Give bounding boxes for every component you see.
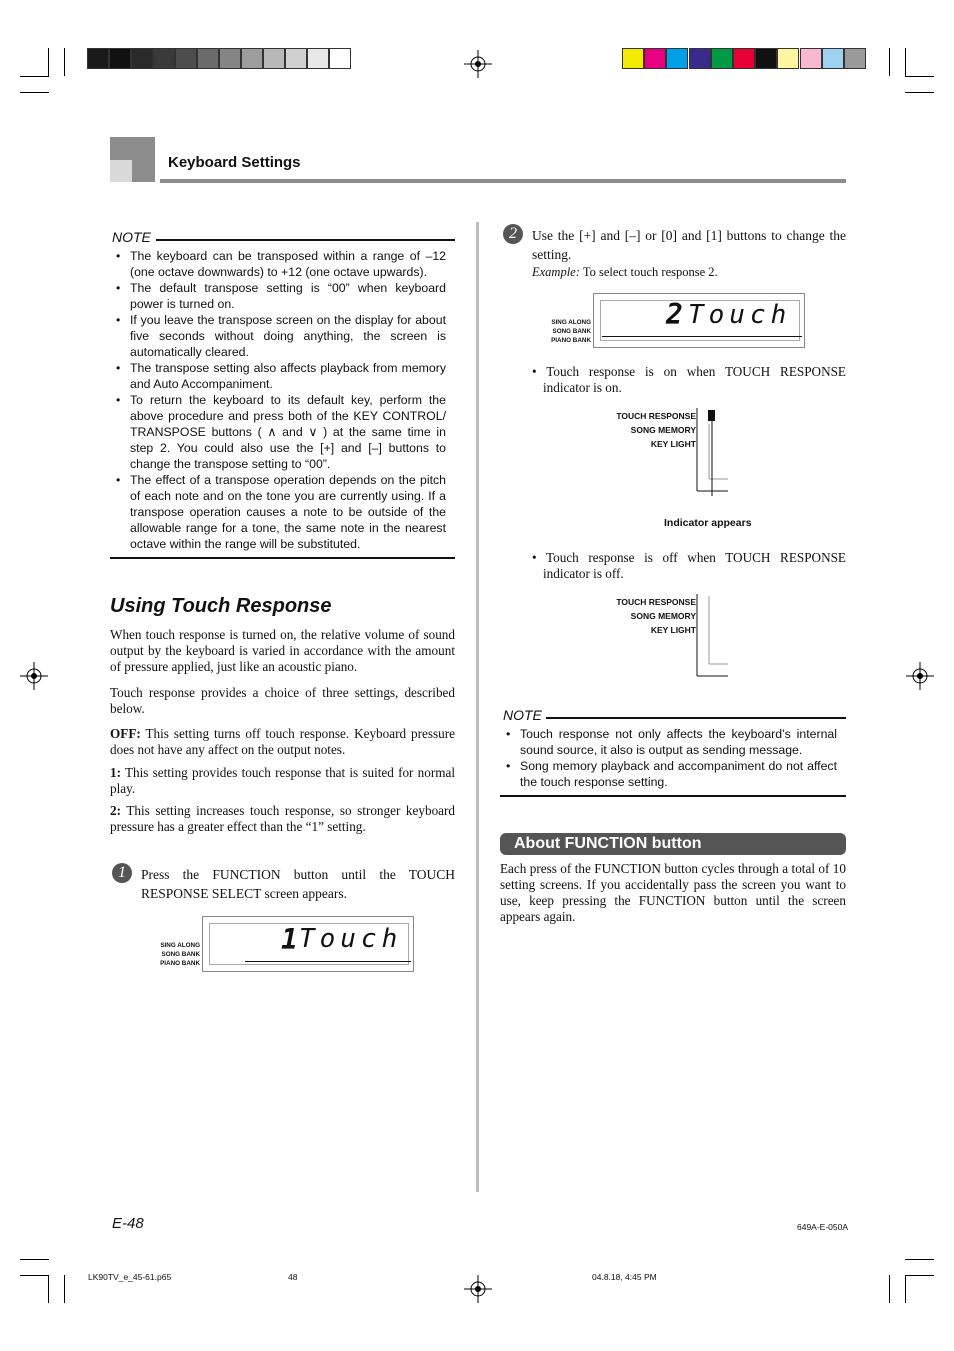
lcd-digit: 2: [666, 298, 683, 331]
lcd-underline: [602, 336, 802, 337]
sheet-number: 48: [288, 1272, 298, 1282]
crop-mark: [905, 1259, 934, 1260]
color-swatch: [755, 48, 777, 69]
crop-mark: [905, 1275, 934, 1276]
color-swatch: [87, 48, 109, 69]
example-label: Example:: [532, 265, 580, 279]
color-swatch: [197, 48, 219, 69]
crop-mark: [64, 48, 65, 76]
note-item: • Song memory playback and accompaniment do not affect the touch response setting.: [500, 758, 837, 790]
color-swatch: [666, 48, 688, 69]
lcd-label-piano-bank: PIANO BANK: [160, 960, 200, 967]
color-swatch: [263, 48, 285, 69]
note-item: • The default transpose setting is “00” when keyboard power is turned on.: [110, 280, 446, 312]
indicator-label-touch-response: TOUCH RESPONSE: [616, 411, 696, 421]
crop-mark: [48, 1275, 49, 1303]
lcd-text: Touch: [299, 924, 403, 954]
lcd-side-labels: [531, 318, 591, 345]
color-swatch: [307, 48, 329, 69]
lcd-side-labels: [140, 941, 200, 968]
note-item: • The transpose setting also affects playback from memory and Auto Accompaniment.: [110, 360, 446, 392]
registration-mark-icon: [464, 1275, 492, 1303]
example-line: [532, 265, 718, 280]
crop-mark: [20, 1259, 49, 1260]
header-tab-block-light: [110, 160, 132, 182]
definition-term: OFF:: [110, 726, 141, 741]
note-label: NOTE: [112, 229, 151, 245]
note-item: • The keyboard can be transposed within a range of –12 (one octave downwards) to +12 (one octave upwards).: [110, 248, 446, 280]
color-swatch: [153, 48, 175, 69]
intro-paragraph: Touch response provides a choice of three settings, described below.: [110, 685, 455, 716]
color-swatch: [777, 48, 799, 69]
page-section-title: Keyboard Settings: [168, 154, 301, 171]
indicator-label-song-memory: SONG MEMORY: [630, 425, 696, 435]
registration-mark-icon: [20, 662, 48, 690]
color-swatch: [800, 48, 822, 69]
color-swatch: [109, 48, 131, 69]
lcd-label-song-bank: SONG BANK: [161, 951, 200, 958]
registration-mark-icon: [464, 50, 492, 78]
lcd-label-sing-along: SING ALONG: [160, 942, 200, 949]
lcd-digit: 1: [281, 923, 298, 956]
bullet-touch-on: • Touch response is on when TOUCH RESPONSE indicator is on.: [532, 364, 846, 395]
crop-mark: [905, 92, 934, 93]
example-text: To select touch response 2.: [582, 265, 718, 279]
column-divider: [476, 222, 479, 1192]
section-heading: Using Touch Response: [110, 595, 332, 617]
lcd-display: [202, 916, 414, 972]
color-swatch: [285, 48, 307, 69]
indicator-on-mark: [708, 410, 715, 421]
indicator-label-song-memory: SONG MEMORY: [630, 611, 696, 621]
color-swatch: [622, 48, 644, 69]
bullet-touch-off: • Touch response is off when TOUCH RESPONSE indicator is off.: [532, 550, 846, 581]
function-paragraph: Each press of the FUNCTION button cycles through a total of 10 setting screens. If you accidentally pass the screen you want to use, keep pressing the FUNCTION button until the screen appears again.: [500, 861, 846, 924]
note-item: • To return the keyboard to its default key, perform the above procedure and press both of the KEY CONTROL/ TRANSPOSE buttons ( ∧ and ∨ ) at the same time in step 2. You could also use the [+] and [–] buttons to change the transpose setting to “00”.: [110, 392, 446, 472]
indicator-caption: Indicator appears: [664, 517, 752, 529]
crop-mark: [905, 76, 934, 77]
color-swatch: [219, 48, 241, 69]
lcd-label-sing-along: SING ALONG: [551, 319, 591, 326]
definition-term: 2:: [110, 803, 121, 818]
indicator-label-touch-response: TOUCH RESPONSE: [616, 597, 696, 607]
indicator-labels: [608, 409, 696, 451]
indicator-diagram: [694, 406, 730, 496]
lcd-underline: [245, 961, 411, 962]
document-code: 649A-E-050A: [797, 1222, 849, 1232]
definition-2: [110, 803, 455, 835]
note-label: NOTE: [503, 707, 542, 723]
page-number: E-48: [112, 1215, 144, 1232]
indicator-label-key-light: KEY LIGHT: [650, 625, 696, 635]
definition-1: [110, 765, 455, 797]
crop-mark: [48, 48, 49, 76]
header-rule: [160, 179, 846, 183]
crop-mark: [889, 48, 890, 76]
registration-mark-icon: [906, 662, 934, 690]
note-rule: [546, 717, 846, 719]
crop-mark: [20, 76, 49, 77]
note-list: [500, 726, 837, 790]
color-swatch: [689, 48, 711, 69]
color-swatch: [733, 48, 755, 69]
lcd-label-piano-bank: PIANO BANK: [551, 337, 591, 344]
note-rule: [156, 239, 455, 241]
crop-mark: [20, 1275, 49, 1276]
definition-off: [110, 726, 455, 758]
print-date: 04.8.18, 4:45 PM: [592, 1272, 657, 1282]
note-rule: [110, 557, 455, 559]
indicator-labels: [608, 595, 696, 637]
file-name: LK90TV_e_45-61.p65: [88, 1272, 172, 1282]
crop-mark: [64, 1275, 65, 1303]
indicator-label-key-light: KEY LIGHT: [650, 439, 696, 449]
note-rule: [500, 795, 846, 797]
crop-mark: [905, 1275, 906, 1303]
color-swatch: [175, 48, 197, 69]
step-number-icon: 1: [112, 863, 132, 883]
color-swatch: [711, 48, 733, 69]
note-item: • Touch response not only affects the keyboard’s internal sound source, it also is output as sending message.: [500, 726, 837, 758]
intro-paragraph: When touch response is turned on, the relative volume of sound output by the keyboard is varied in accordance with the amount of pressure applied, just like an acoustic piano.: [110, 627, 455, 674]
crop-mark: [889, 1275, 890, 1303]
crop-mark: [20, 92, 49, 93]
crop-mark: [905, 48, 906, 76]
color-swatch: [131, 48, 153, 69]
note-item: • If you leave the transpose screen on the display for about five seconds without doing anything, the screen is automatically cleared.: [110, 312, 446, 360]
color-swatch: [822, 48, 844, 69]
indicator-diagram: [694, 592, 730, 682]
definition-text: This setting provides touch response that is suited for normal play.: [110, 765, 455, 796]
step-text: Press the FUNCTION button until the TOUCH RESPONSE SELECT screen appears.: [141, 867, 455, 901]
color-swatch: [844, 48, 866, 69]
subheading-title: About FUNCTION button: [514, 835, 702, 852]
lcd-label-song-bank: SONG BANK: [552, 328, 591, 335]
note-list: [110, 248, 446, 552]
step-text: Use the [+] and [–] or [0] and [1] buttons to change the setting.: [532, 228, 846, 262]
definition-term: 1:: [110, 765, 121, 780]
definition-text: This setting increases touch response, so stronger keyboard pressure has a greater effect than the “1” setting.: [110, 803, 456, 834]
color-swatch: [241, 48, 263, 69]
definition-text: This setting turns off touch response. Keyboard pressure does not have any affect on the output notes.: [110, 726, 455, 757]
lcd-text: Touch: [688, 300, 792, 330]
note-item: • The effect of a transpose operation depends on the pitch of each note and on the tone you are currently using. If a transpose operation causes a note to be outside of the allowable range for a tone, the same note in the nearest octave within the range will be substituted.: [110, 472, 446, 552]
step-number-icon: 2: [503, 224, 523, 244]
color-swatch: [329, 48, 351, 69]
lcd-display: [593, 293, 805, 348]
color-swatch: [644, 48, 666, 69]
